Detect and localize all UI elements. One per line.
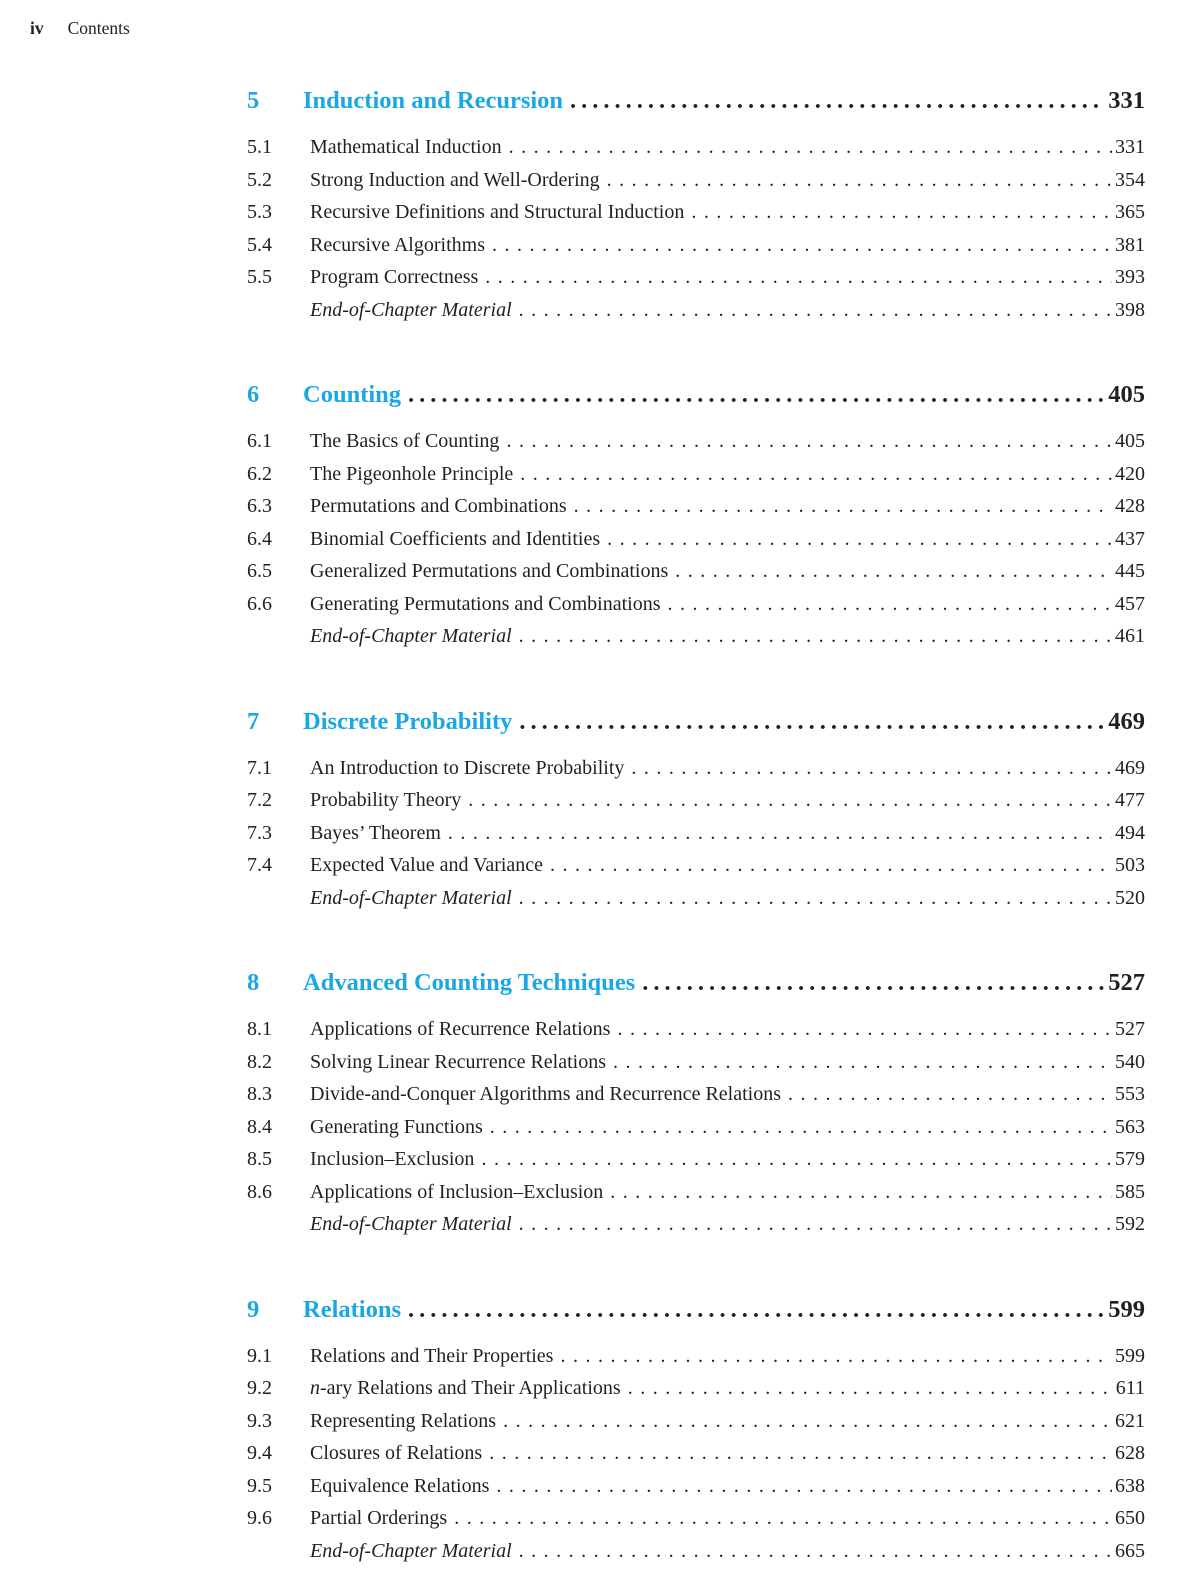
- section-number: 9.2: [247, 1377, 272, 1399]
- chapter-block: [247, 705, 1145, 915]
- section-number: 9.5: [247, 1474, 272, 1497]
- chapter-row: [247, 705, 1145, 738]
- section-title-italic-variable: n: [310, 1377, 320, 1399]
- section-page-number: 365: [1115, 201, 1145, 223]
- dot-leader: [509, 131, 1112, 164]
- section-page-number: 628: [1115, 1442, 1145, 1464]
- dot-leader: [520, 458, 1112, 491]
- chapter-number: 5: [247, 87, 260, 114]
- section-number: 6.4: [247, 527, 272, 550]
- chapter-block: [247, 84, 1145, 326]
- section-title: Bayes’ Theorem: [310, 821, 441, 844]
- running-header: [0, 0, 1202, 40]
- chapter-number: 9: [247, 1295, 260, 1323]
- section-page-number: 405: [1115, 430, 1145, 452]
- section-row: [247, 196, 1145, 229]
- chapter-block: [247, 966, 1145, 1241]
- section-page-number: 553: [1115, 1083, 1145, 1105]
- section-row: [247, 784, 1145, 817]
- section-page-number: 520: [1115, 886, 1145, 909]
- section-title: Expected Value and Variance: [310, 854, 544, 876]
- section-title: Program Correctness: [310, 266, 479, 288]
- dot-leader: [492, 229, 1112, 262]
- section-number: 7.3: [247, 821, 272, 844]
- chapter-page-number: 405: [1108, 381, 1145, 408]
- chapter-title: Counting: [303, 381, 402, 408]
- section-number: 9.6: [247, 1507, 272, 1529]
- section-number: 6.5: [247, 560, 272, 582]
- section-title: End-of-Chapter Material: [310, 625, 512, 647]
- section-number: 6.3: [247, 495, 272, 517]
- dot-leader: [490, 1111, 1112, 1144]
- section-page-number: 665: [1115, 1539, 1145, 1562]
- section-row: [247, 817, 1145, 850]
- section-row: [247, 1111, 1145, 1144]
- section-title: Probability Theory: [310, 789, 462, 811]
- dot-leader: [668, 588, 1113, 621]
- section-number: 6.6: [247, 592, 272, 615]
- section-row: [247, 229, 1145, 262]
- section-page-number: 540: [1115, 1050, 1145, 1073]
- section-page-number: 437: [1115, 527, 1145, 550]
- chapter-title: Advanced Counting Techniques: [303, 969, 636, 996]
- section-page-number: 494: [1115, 821, 1145, 844]
- section-number: 7.4: [247, 854, 272, 876]
- section-number: 7.1: [247, 756, 272, 779]
- chapter-row: [247, 966, 1145, 999]
- section-row: [247, 294, 1145, 327]
- dot-leader: [485, 261, 1112, 294]
- section-number: 8.2: [247, 1050, 272, 1073]
- section-number: 5.1: [247, 136, 272, 158]
- section-row: [247, 1405, 1145, 1438]
- section-row: [247, 1208, 1145, 1241]
- section-row: [247, 849, 1145, 882]
- dot-leader: [788, 1078, 1112, 1111]
- section-title: Inclusion–Exclusion: [310, 1148, 475, 1170]
- section-page-number: 650: [1115, 1507, 1145, 1529]
- section-row: [247, 1340, 1145, 1373]
- section-page-number: 354: [1115, 168, 1145, 191]
- dot-leader: [408, 378, 1105, 411]
- section-number: 6.1: [247, 430, 272, 452]
- section-title: An Introduction to Discrete Probability: [310, 756, 625, 779]
- section-number: 7.2: [247, 789, 272, 811]
- dot-leader: [519, 1208, 1112, 1241]
- section-number: 5.4: [247, 233, 272, 256]
- dot-leader: [481, 1143, 1112, 1176]
- section-row: [247, 588, 1145, 621]
- section-title: End-of-Chapter Material: [310, 886, 512, 909]
- dot-leader: [496, 1470, 1112, 1503]
- section-row: [247, 425, 1145, 458]
- dot-leader: [519, 705, 1105, 738]
- section-page-number: 599: [1115, 1344, 1145, 1367]
- section-row: [247, 1143, 1145, 1176]
- section-number: 9.1: [247, 1344, 272, 1367]
- section-number: 9.3: [247, 1409, 272, 1432]
- chapter-number: 7: [247, 707, 260, 735]
- section-number: 8.3: [247, 1083, 272, 1105]
- section-title: The Pigeonhole Principle: [310, 462, 514, 485]
- section-row: [247, 523, 1145, 556]
- dot-leader: [631, 752, 1112, 785]
- section-row: [247, 1078, 1145, 1111]
- section-page-number: 420: [1115, 462, 1145, 485]
- section-row: [247, 1470, 1145, 1503]
- section-number: 8.6: [247, 1180, 272, 1203]
- section-title: Equivalence Relations: [310, 1474, 490, 1497]
- section-row: [247, 131, 1145, 164]
- dot-leader: [610, 1176, 1112, 1209]
- section-row: [247, 164, 1145, 197]
- dot-leader: [675, 555, 1112, 588]
- section-title: Strong Induction and Well-Ordering: [310, 168, 600, 191]
- section-number: 5.3: [247, 201, 272, 223]
- chapter-row: [247, 378, 1145, 411]
- section-page-number: 331: [1115, 136, 1145, 158]
- dot-leader: [503, 1405, 1112, 1438]
- section-title: Solving Linear Recurrence Relations: [310, 1050, 607, 1073]
- dot-leader: [642, 966, 1105, 999]
- section-page-number: 398: [1115, 298, 1145, 321]
- section-row: [247, 555, 1145, 588]
- dot-leader: [628, 1372, 1113, 1405]
- section-row: [247, 882, 1145, 915]
- dot-leader: [468, 784, 1112, 817]
- section-row: [247, 1046, 1145, 1079]
- section-title: Applications of Inclusion–Exclusion: [310, 1180, 604, 1203]
- dot-leader: [408, 1293, 1105, 1326]
- section-page-number: 469: [1115, 756, 1145, 779]
- chapter-number: 6: [247, 381, 260, 408]
- chapter-row: [247, 1293, 1145, 1326]
- dot-leader: [691, 196, 1112, 229]
- section-page-number: 445: [1115, 560, 1145, 582]
- section-row: [247, 490, 1145, 523]
- section-title: Mathematical Induction: [310, 136, 502, 158]
- section-page-number: 638: [1115, 1474, 1145, 1497]
- section-page-number: 563: [1115, 1115, 1145, 1138]
- section-title: End-of-Chapter Material: [310, 1539, 512, 1562]
- section-number: 8.1: [247, 1018, 272, 1040]
- section-page-number: 611: [1115, 1377, 1145, 1399]
- section-title: Relations and Their Properties: [310, 1344, 554, 1367]
- section-row: [247, 1502, 1145, 1535]
- section-title: Permutations and Combinations: [310, 495, 567, 517]
- chapter-title: Discrete Probability: [303, 707, 513, 735]
- dot-leader: [506, 425, 1112, 458]
- section-number: 5.2: [247, 168, 272, 191]
- section-title: Generating Permutations and Combinations: [310, 592, 661, 615]
- section-number: 9.4: [247, 1442, 272, 1464]
- section-page-number: 527: [1115, 1018, 1145, 1040]
- section-number: 5.5: [247, 266, 272, 288]
- section-row: [247, 752, 1145, 785]
- section-page-number: 592: [1115, 1213, 1145, 1235]
- section-title: Recursive Algorithms: [310, 233, 485, 256]
- chapter-block: [247, 1293, 1145, 1568]
- section-row: [247, 1372, 1145, 1405]
- dot-leader: [519, 294, 1112, 327]
- dot-leader: [519, 620, 1112, 653]
- section-title: Binomial Coefficients and Identities: [310, 527, 601, 550]
- dot-leader: [617, 1013, 1112, 1046]
- section-title: Generating Functions: [310, 1115, 483, 1138]
- section-title: The Basics of Counting: [310, 430, 500, 452]
- section-row: [247, 1013, 1145, 1046]
- section-row: [247, 261, 1145, 294]
- section-title: Closures of Relations: [310, 1442, 483, 1464]
- chapter-title: Induction and Recursion: [303, 87, 564, 114]
- section-page-number: 457: [1115, 592, 1145, 615]
- section-page-number: 393: [1115, 266, 1145, 288]
- running-header-title: Contents: [67, 18, 130, 38]
- section-title: End-of-Chapter Material: [310, 1213, 512, 1235]
- chapter-title: Relations: [303, 1295, 401, 1323]
- section-number: 8.5: [247, 1148, 272, 1170]
- chapter-page-number: 599: [1108, 1295, 1145, 1323]
- section-title: Generalized Permutations and Combinations: [310, 560, 669, 582]
- section-number: 8.4: [247, 1115, 272, 1138]
- section-title: Partial Orderings: [310, 1507, 448, 1529]
- dot-leader: [519, 882, 1112, 915]
- section-row: [247, 1535, 1145, 1568]
- section-row: [247, 1176, 1145, 1209]
- chapter-number: 8: [247, 969, 260, 996]
- chapter-page-number: 331: [1108, 87, 1145, 114]
- chapter-block: [247, 378, 1145, 653]
- section-row: [247, 1437, 1145, 1470]
- section-page-number: 381: [1115, 233, 1145, 256]
- section-page-number: 428: [1115, 495, 1145, 517]
- chapter-page-number: 469: [1108, 707, 1145, 735]
- dot-leader: [570, 84, 1105, 117]
- dot-leader: [448, 817, 1112, 850]
- page-folio: iv: [30, 18, 44, 38]
- dot-leader: [560, 1340, 1112, 1373]
- section-number: 6.2: [247, 462, 272, 485]
- dot-leader: [519, 1535, 1112, 1568]
- section-title: n-ary Relations and Their Applications: [310, 1377, 621, 1399]
- section-page-number: 461: [1115, 625, 1145, 647]
- table-of-contents: [247, 84, 1145, 1567]
- dot-leader: [454, 1502, 1112, 1535]
- section-title: End-of-Chapter Material: [310, 298, 512, 321]
- dot-leader: [489, 1437, 1112, 1470]
- section-title: Recursive Definitions and Structural Induction: [310, 201, 685, 223]
- section-title: Applications of Recurrence Relations: [310, 1018, 611, 1040]
- section-page-number: 585: [1115, 1180, 1145, 1203]
- dot-leader: [613, 1046, 1112, 1079]
- dot-leader: [550, 849, 1112, 882]
- chapter-page-number: 527: [1108, 969, 1145, 996]
- section-page-number: 579: [1115, 1148, 1145, 1170]
- section-row: [247, 620, 1145, 653]
- section-title: Representing Relations: [310, 1409, 497, 1432]
- chapter-row: [247, 84, 1145, 117]
- dot-leader: [607, 523, 1112, 556]
- section-page-number: 503: [1115, 854, 1145, 876]
- section-page-number: 477: [1115, 789, 1145, 811]
- section-page-number: 621: [1115, 1409, 1145, 1432]
- section-title: Divide-and-Conquer Algorithms and Recurrence Relations: [310, 1083, 781, 1105]
- section-row: [247, 458, 1145, 491]
- dot-leader: [607, 164, 1112, 197]
- dot-leader: [574, 490, 1112, 523]
